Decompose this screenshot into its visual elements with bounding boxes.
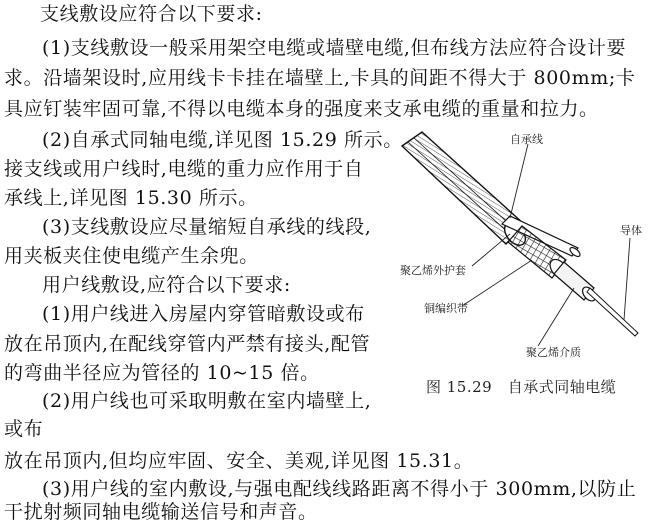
text-line-9: 用夹板夹住使电缆产生余兜。 bbox=[4, 245, 259, 267]
text-line-8: (3)支线敷设应尽量缩短自承线的线段, bbox=[42, 216, 372, 238]
text-line-18: 干扰射频同轴电缆输送信号和声音。 bbox=[4, 501, 318, 523]
text-line-4: 具应钉装牢固可靠,不得以电缆本身的强度来支承电缆的重量和拉力。 bbox=[4, 98, 599, 120]
cable-figure bbox=[398, 128, 664, 400]
text-line-10: 用户线敷设,应符合以下要求: bbox=[42, 274, 291, 296]
text-line-6: 接支线或用户线时,电缆的重力应作用于自 bbox=[4, 158, 364, 180]
label-dielectric: 聚乙烯介质 bbox=[526, 346, 581, 359]
text-line-1: 支线敷设应符合以下要求: bbox=[40, 3, 263, 25]
figure-caption: 图 15.29 自承式同轴电缆 bbox=[426, 378, 617, 396]
label-braid: 铜编织带 bbox=[424, 302, 468, 315]
text-line-14: (2)用户线也可采取明敷在室内墙壁上, bbox=[42, 390, 372, 412]
text-line-3: 求。沿墙架设时,应用线卡卡挂在墙壁上,卡具的间距不得大于 800mm;卡 bbox=[4, 67, 636, 89]
text-line-13: 的弯曲半径应为管径的 10~15 倍。 bbox=[4, 362, 320, 384]
text-line-7: 承线上,详见图 15.30 所示。 bbox=[4, 187, 258, 209]
outer-sheath bbox=[402, 132, 529, 249]
text-line-2: (1)支线敷设一般采用架空电缆或墙壁电缆,但布线方法应符合设计要 bbox=[42, 37, 627, 59]
label-conductor: 导体 bbox=[620, 224, 642, 237]
text-line-12: 放在吊顶内,在配线穿管内严禁有接头,配管 bbox=[4, 333, 371, 355]
text-line-5: (2)自承式同轴电缆,详见图 15.29 所示。 bbox=[42, 129, 403, 151]
pe-dielectric bbox=[554, 262, 598, 303]
label-sheath: 聚乙烯外护套 bbox=[400, 264, 466, 277]
text-line-17: (3)用户线的室内敷设,与强电配线线路距离不得小于 300mm,以防止 bbox=[42, 478, 637, 500]
center-conductor bbox=[587, 288, 638, 336]
text-line-11: (1)用户线进入房屋内穿管暗敷设或布 bbox=[42, 303, 365, 325]
label-messenger: 自承线 bbox=[510, 133, 543, 146]
text-line-16: 放在吊顶内,但均应牢固、安全、美观,详见图 15.31。 bbox=[4, 450, 474, 472]
text-line-15: 或布 bbox=[4, 418, 44, 440]
